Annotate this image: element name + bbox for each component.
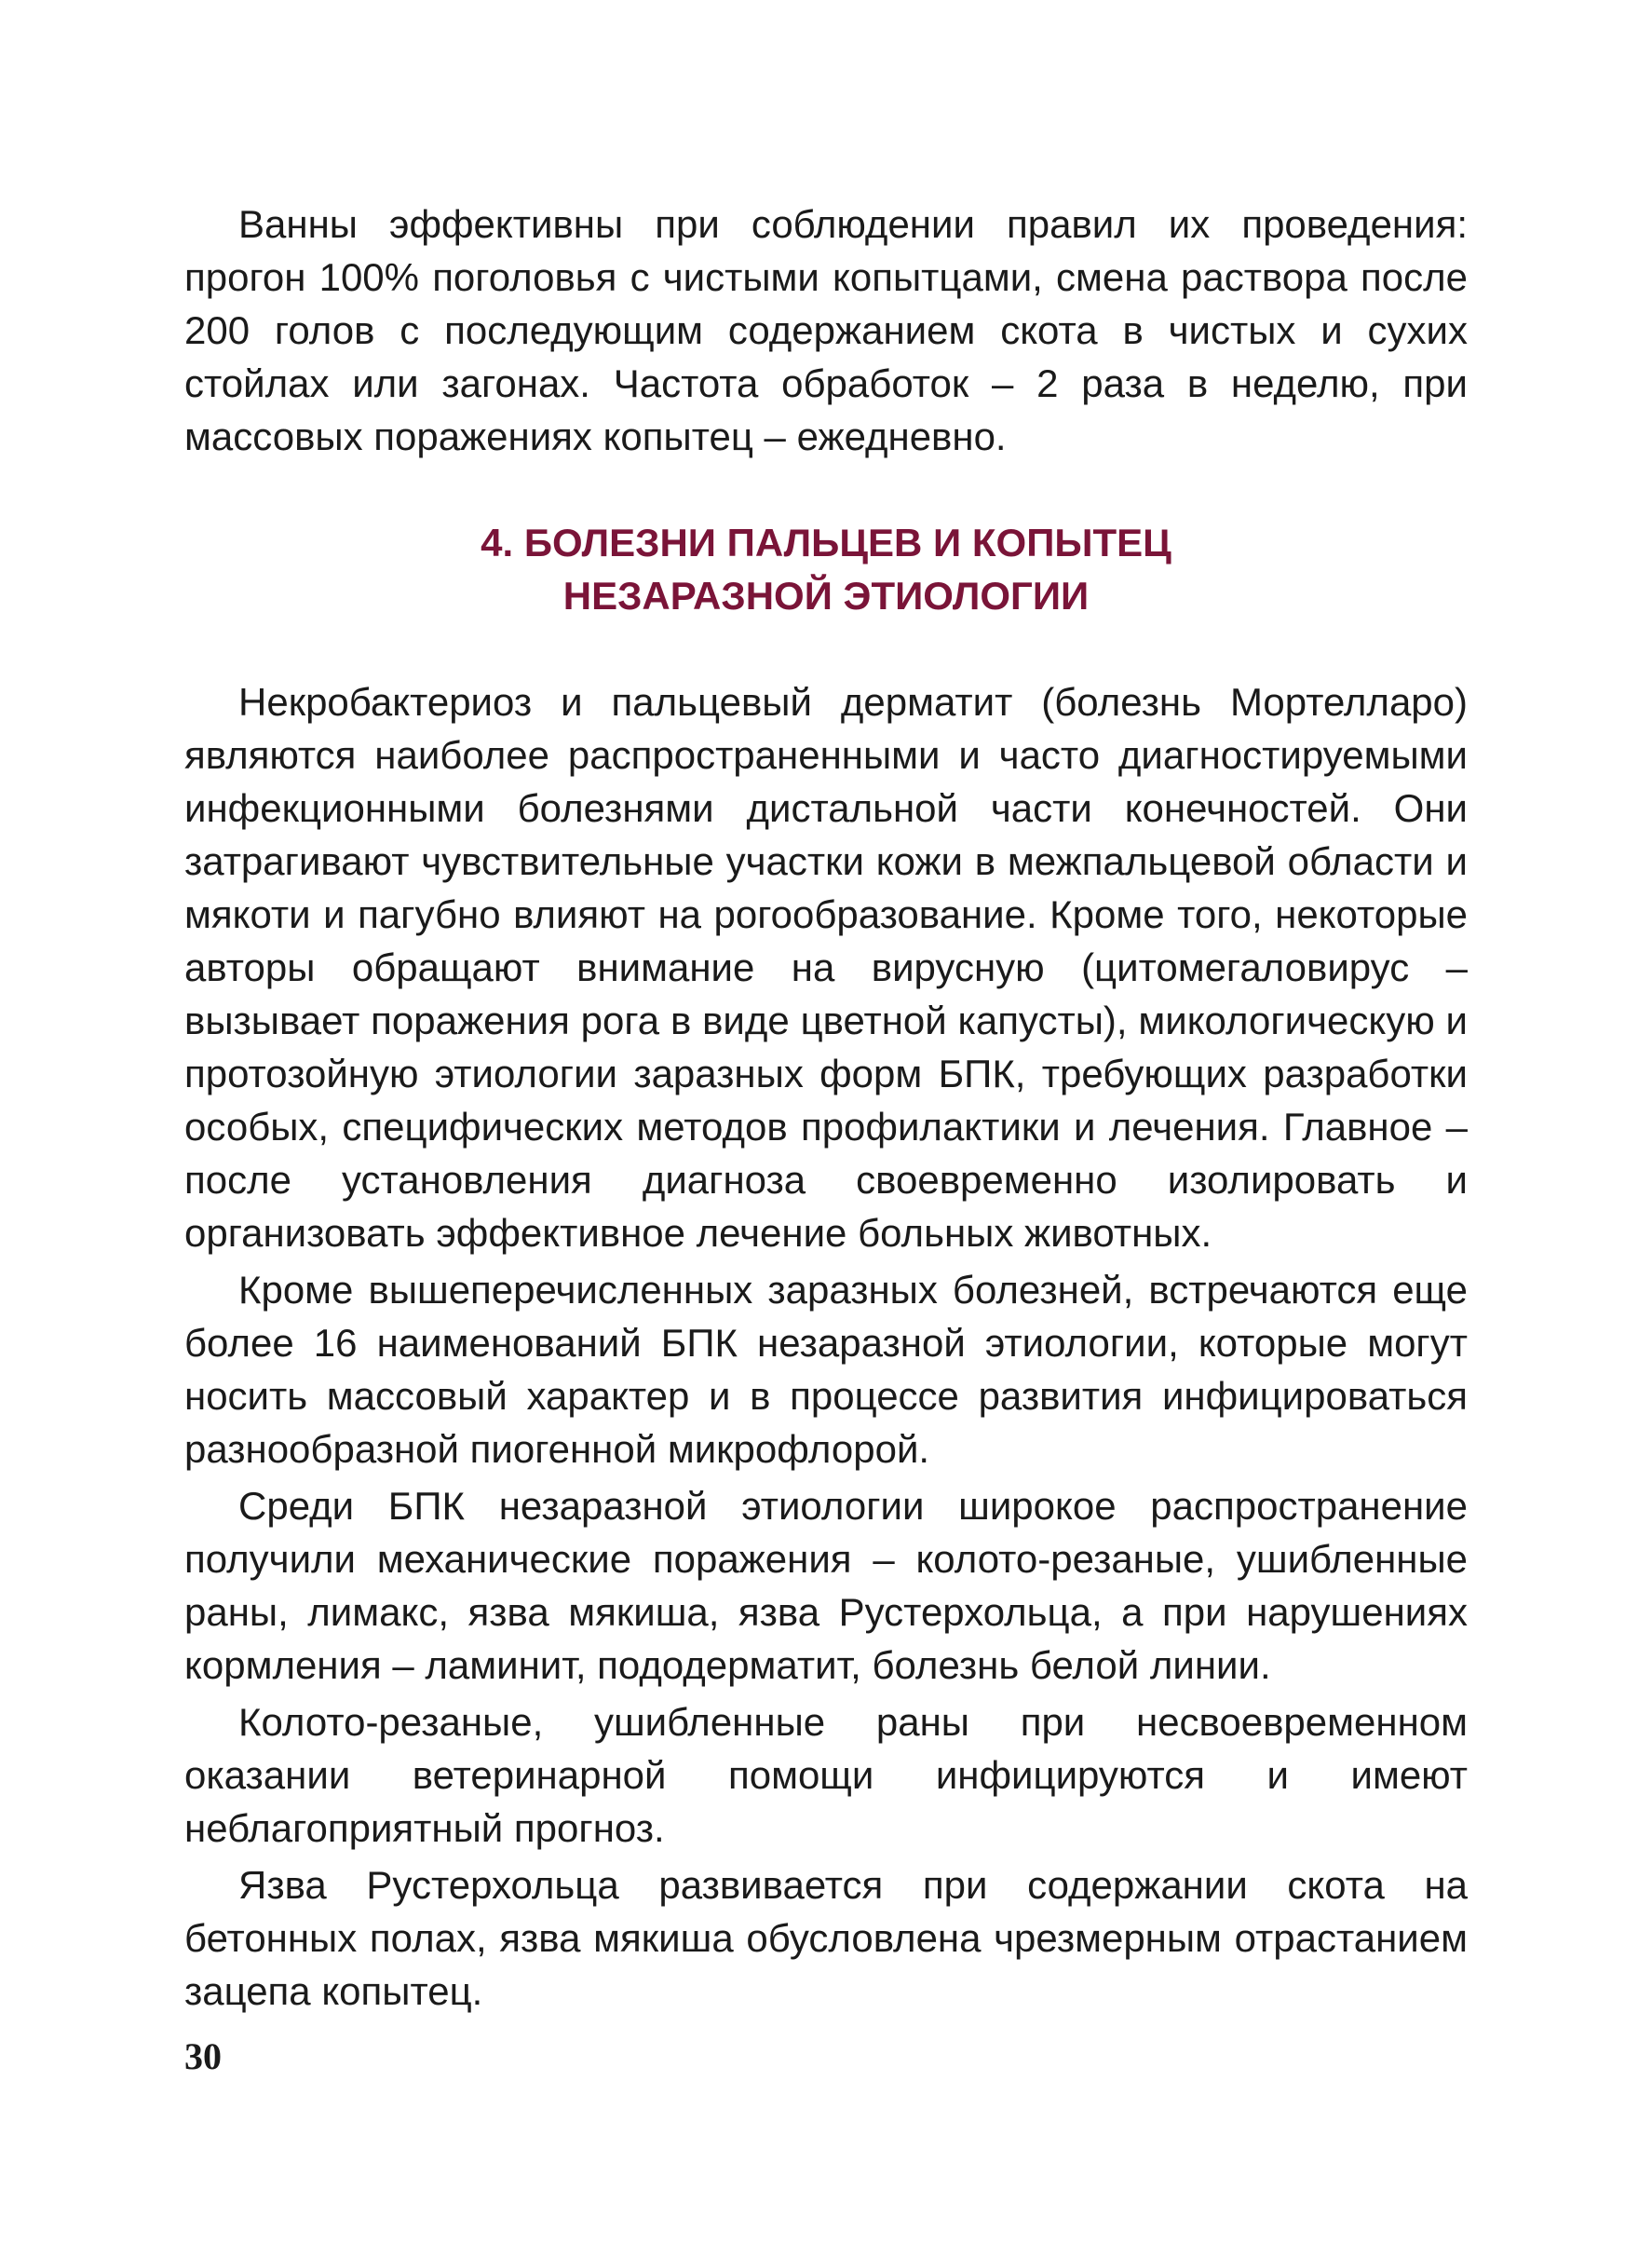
body-paragraph-3: Среди БПК незаразной этиологии широкое распространение получили механические поражения – колото-резаные, ушибленные раны, лимакс, язва мякиша, язва Рустерхольца, а при нарушениях кормления – ламинит, пододерматит, болезнь белой линии. — [184, 1484, 1468, 1687]
intro-paragraph: Ванны эффективны при соблюдении правил их проведения: прогон 100% поголовья с чистыми копытцами, смена раствора после 200 голов с последующим содержанием скота в чистых и сухих стойлах или загонах. Частота обработок – 2 раза в неделю, при массовых поражениях копытец – ежедневно. — [184, 202, 1468, 458]
section-heading-line-1: 4. БОЛЕЗНИ ПАЛЬЦЕВ И КОПЫТЕЦ — [481, 521, 1171, 564]
section-heading — [184, 516, 1468, 622]
section-heading-line-2: НЕЗАРАЗНОЙ ЭТИОЛОГИИ — [562, 574, 1090, 618]
page-number: 30 — [184, 2035, 222, 2077]
body-paragraph-1: Некробактериоз и пальцевый дерматит (болезнь Мортелларо) являются наиболее распространенными и часто диагностируемыми инфекционными болезнями дистальной части конечностей. Они затрагивают чувствительные участки кожи в межпальцевой области и мякоти и пагубно влияют на рогообразование. Кроме того, некоторые авторы обращают внимание на вирусную (цитомегаловирус – вызывает поражения рога в виде цветной капусты), микологическую и протозойную этиологии заразных форм БПК, требующих разработки особых, специфических методов профилактики и лечения. Главное – после установления диагноза своевременно изолировать и организовать эффективное лечение больных животных. — [184, 680, 1468, 1255]
page-content — [184, 197, 1468, 2018]
body-paragraph-2: Кроме вышеперечисленных заразных болезней, встречаются еще более 16 наименований БПК незаразной этиологии, которые могут носить массовый характер и в процессе развития инфицироваться разнообразной пиогенной микрофлорой. — [184, 1268, 1468, 1471]
body-paragraph-4: Колото-резаные, ушибленные раны при несвоевременном оказании ветеринарной помощи инфицируются и имеют неблагоприятный прогноз. — [184, 1700, 1468, 1850]
body-paragraph-5: Язва Рустерхольца развивается при содержании скота на бетонных полах, язва мякиша обусловлена чрезмерным отрастанием зацепа копытец. — [184, 1863, 1468, 2013]
